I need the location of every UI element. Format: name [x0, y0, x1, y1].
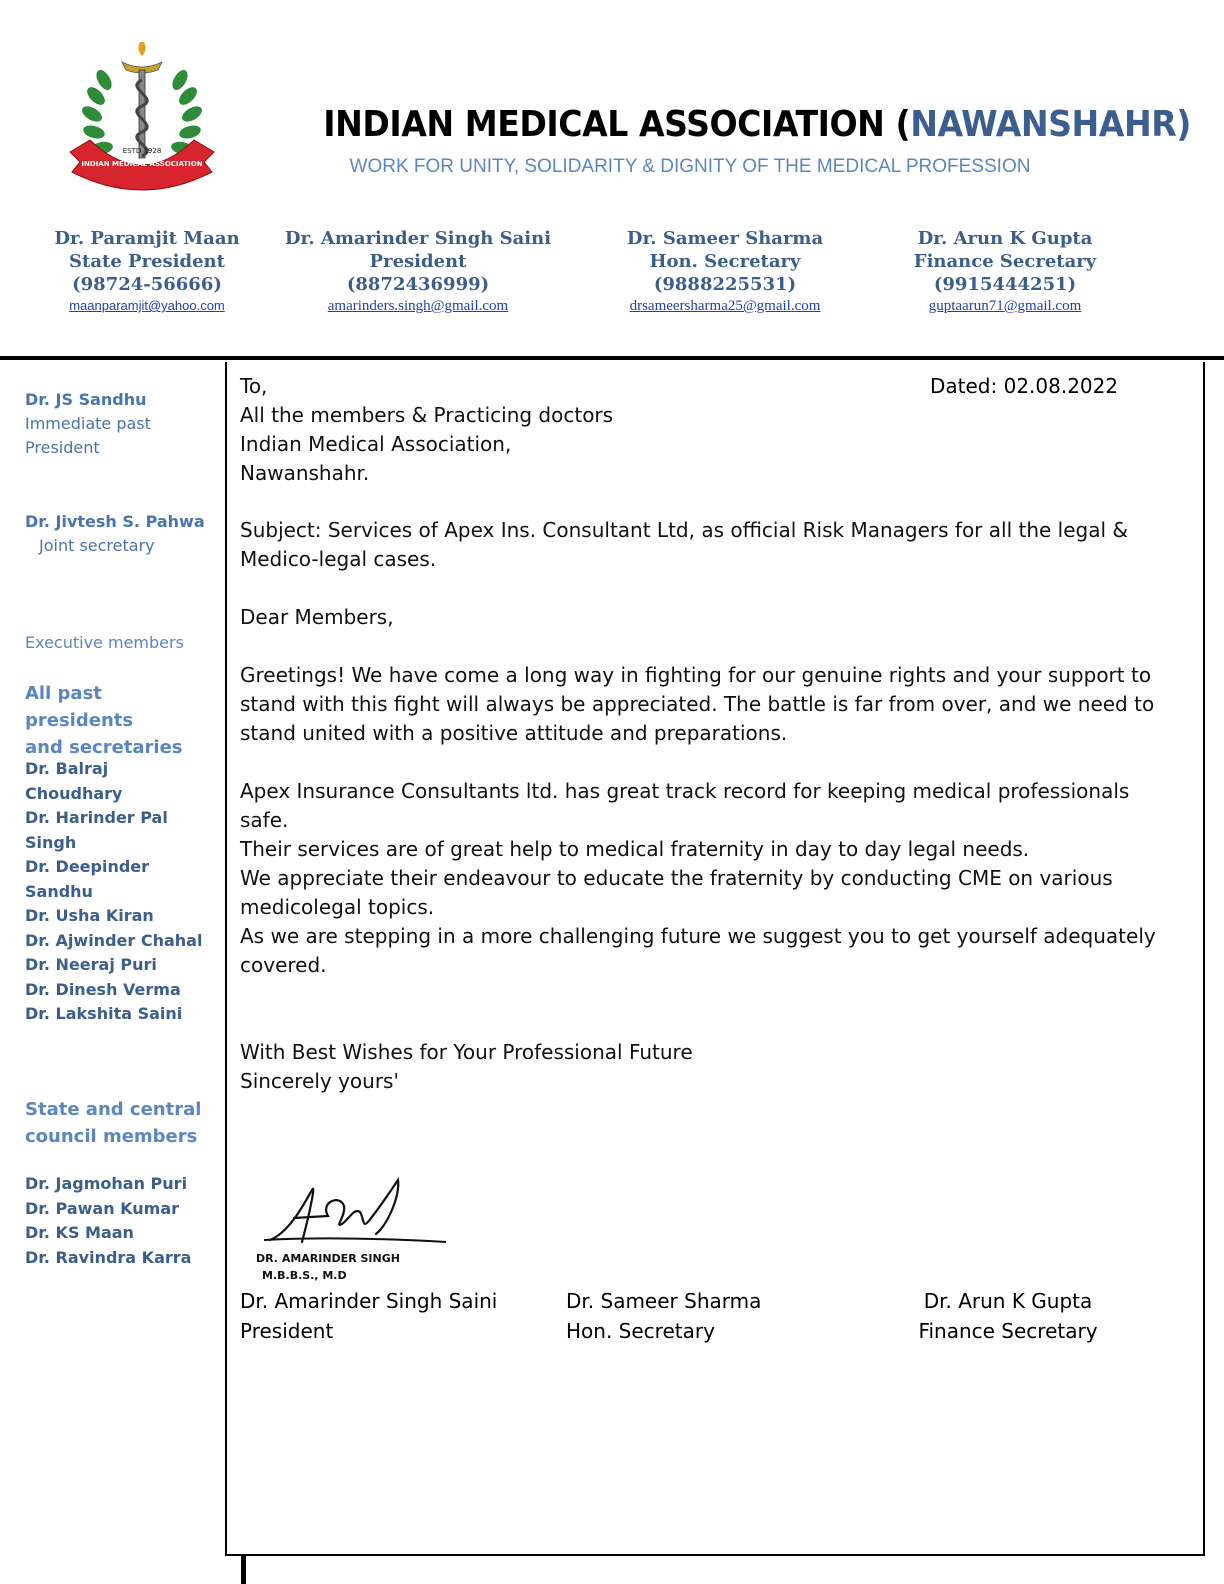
signatory-finance-secretary: [918, 1286, 1098, 1346]
organization-title: INDIAN MEDICAL ASSOCIATION (NAWANSHAHR): [323, 104, 1191, 145]
officer-role: Finance Secretary: [913, 251, 1097, 272]
letter-paragraph: [240, 661, 1160, 748]
organization-tagline: WORK FOR UNITY, SOLIDARITY & DIGNITY OF THE MEDICAL PROFESSION: [349, 156, 1031, 177]
closing-line: Sincerely yours': [240, 1069, 399, 1093]
address-line: Nawanshahr.: [240, 461, 370, 485]
paragraph-line: medicolegal topics.: [240, 895, 435, 919]
officer-state-president: [42, 227, 252, 316]
signature-stamp: [250, 1172, 460, 1284]
signatory-name: Dr. Amarinder Singh Saini: [240, 1289, 498, 1313]
sidebar-name: Dr. JS Sandhu: [25, 390, 147, 409]
heading-line: council members: [25, 1126, 198, 1147]
letter-paragraph: [240, 777, 1160, 922]
signatory-president: [240, 1286, 497, 1346]
list-item: Dr. Harinder Pal: [25, 808, 168, 827]
ima-emblem-logo: [62, 40, 222, 195]
paragraph-line: Their services are of great help to medical fraternity in day to day legal needs.: [240, 837, 1030, 861]
heading-line: and secretaries: [25, 737, 183, 758]
sidebar-role: Joint secretary: [39, 536, 155, 555]
list-item: Sandhu: [25, 881, 93, 901]
subject-line: Medico-legal cases.: [240, 547, 437, 571]
sidebar-name: Dr. Jivtesh S. Pahwa: [25, 512, 205, 531]
list-item: Dr. Deepinder: [25, 857, 150, 876]
paragraph-line: stand united with a positive attitude and preparations.: [240, 721, 788, 745]
officer-role: Hon. Secretary: [649, 251, 801, 272]
officer-email-link[interactable]: maanparamjit@yahoo.com: [69, 298, 225, 313]
letter-salutation: Dear Members,: [240, 605, 394, 629]
letter-closing: [240, 1038, 1160, 1096]
signatory-name: Dr. Arun K Gupta: [923, 1289, 1093, 1313]
officer-president: [268, 227, 568, 316]
frame-mark: [241, 1556, 246, 1584]
list-item: Dr. Ajwinder Chahal: [25, 930, 203, 950]
officer-email-link[interactable]: guptaarun71@gmail.com: [928, 298, 1082, 314]
signatory-role: Finance Secretary: [918, 1319, 1098, 1343]
officer-phone: (8872436999): [346, 274, 490, 295]
heading-line: State and central: [25, 1099, 202, 1120]
officer-phone: (98724-56666): [72, 274, 222, 295]
list-item: Singh: [25, 832, 77, 852]
address-line: Indian Medical Association,: [240, 432, 512, 456]
officer-name: Dr. Arun K Gupta: [917, 228, 1093, 249]
list-item: Dr. Pawan Kumar: [25, 1198, 180, 1218]
list-item: Dr. Balraj Choudhary: [25, 759, 123, 803]
officer-name: Dr. Amarinder Singh Saini: [284, 228, 552, 249]
svg-text:DR. AMARINDER SINGH: DR. AMARINDER SINGH: [256, 1252, 400, 1265]
letter-address: [240, 372, 1160, 488]
sidebar-past-members-list: [25, 757, 210, 1027]
paragraph-line: covered.: [240, 953, 327, 977]
svg-text:M.B.B.S., M.D: M.B.B.S., M.D: [262, 1269, 347, 1282]
header-divider: [0, 356, 1224, 360]
officer-role: State President: [69, 251, 225, 272]
signatory-role: Hon. Secretary: [566, 1319, 715, 1343]
signatory-hon-secretary: [566, 1286, 761, 1346]
paragraph-line: stand with this fight will always be appreciated. The battle is far from over, and we need to: [240, 692, 1155, 716]
subject-line: Subject: Services of Apex Ins. Consultant Ltd, as official Risk Managers for all the legal &: [240, 518, 1128, 542]
officer-email-link[interactable]: drsameersharma25@gmail.com: [629, 298, 821, 314]
paragraph-line: We appreciate their endeavour to educate the fraternity by conducting CME on various: [240, 866, 1113, 890]
list-item: Dr. Ravindra Karra: [25, 1247, 192, 1267]
closing-line: With Best Wishes for Your Professional Future: [240, 1040, 693, 1064]
signatory-role: President: [240, 1319, 334, 1343]
letter-subject: [240, 516, 1160, 574]
officer-role: President: [369, 251, 467, 272]
svg-text:ESTD 1928: ESTD 1928: [122, 147, 162, 155]
sidebar-role: Immediate past: [25, 414, 151, 433]
officer-name: Dr. Paramjit Maan: [54, 228, 240, 249]
sidebar-role: President: [25, 438, 100, 457]
sidebar-past-president: [25, 388, 205, 460]
address-line: To,: [240, 374, 268, 398]
sidebar-joint-secretary: [25, 510, 215, 558]
list-item: Dr. Lakshita Saini: [25, 1004, 183, 1023]
list-item: Dr. KS Maan: [25, 1223, 134, 1242]
sidebar-council-members-list: [25, 1172, 210, 1270]
officer-name: Dr. Sameer Sharma: [626, 228, 824, 249]
officer-hon-secretary: [585, 227, 865, 316]
address-line: All the members & Practicing doctors: [240, 403, 614, 427]
officer-phone: (9888225531): [653, 274, 797, 295]
letter-paragraph: [240, 922, 1160, 980]
sidebar-executive-heading: Executive members: [25, 633, 184, 652]
officer-email-link[interactable]: amarinders.singh@gmail.com: [327, 298, 509, 314]
paragraph-line: Apex Insurance Consultants ltd. has great track record for keeping medical professionals safe.: [240, 779, 1130, 832]
heading-line: All past presidents: [25, 683, 134, 731]
list-item: Dr. Jagmohan Puri: [25, 1174, 188, 1193]
sidebar-past-heading: [25, 680, 215, 761]
list-item: Dr. Neeraj Puri: [25, 955, 157, 974]
officer-phone: (9915444251): [933, 274, 1077, 295]
paragraph-line: Greetings! We have come a long way in fighting for our genuine rights and your support to: [240, 663, 1152, 687]
officer-finance-secretary: [890, 227, 1120, 316]
svg-text:INDIAN MEDICAL ASSOCIATION: INDIAN MEDICAL ASSOCIATION: [81, 160, 203, 168]
letter-date: Dated: 02.08.2022: [930, 374, 1119, 398]
list-item: Dr. Usha Kiran: [25, 906, 154, 925]
sidebar-council-heading: [25, 1096, 215, 1150]
signatory-name: Dr. Sameer Sharma: [566, 1289, 762, 1313]
paragraph-line: As we are stepping in a more challenging future we suggest you to get yourself adequately: [240, 924, 1156, 948]
list-item: Dr. Dinesh Verma: [25, 979, 181, 999]
